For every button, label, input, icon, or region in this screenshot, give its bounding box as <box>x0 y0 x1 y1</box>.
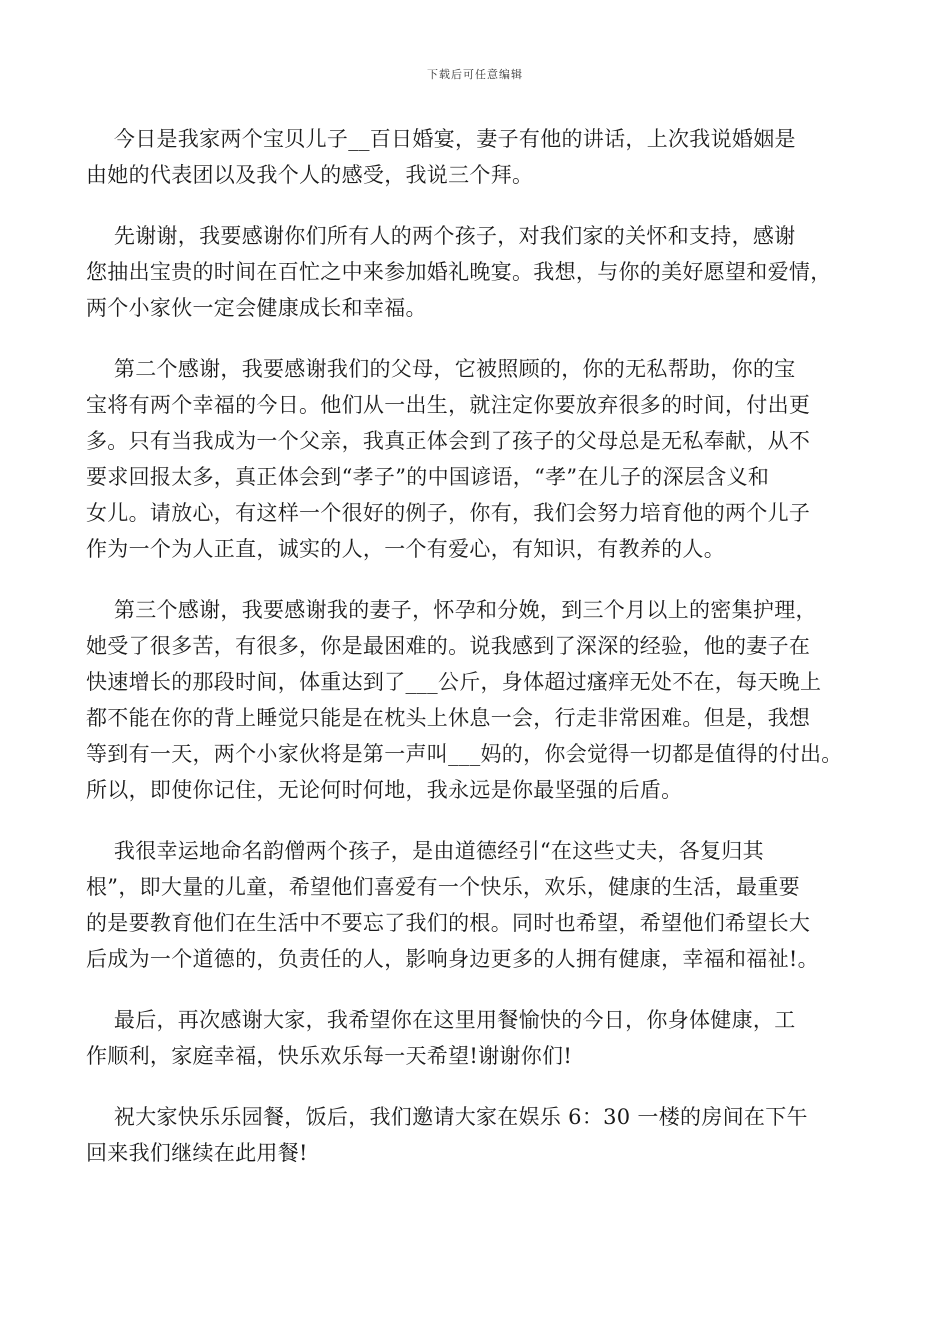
text-line: 都不能在你的背上睡觉只能是在枕头上休息一会，行走非常困难。但是，我想 <box>86 706 811 730</box>
text-line: 第三个感谢，我要感谢我的妻子，怀孕和分娩，到三个月以上的密集护理， <box>86 598 817 622</box>
paragraph-closing <box>86 1002 876 1074</box>
paragraph-naming <box>86 833 876 977</box>
text-line: 作为一个为人正直，诚实的人，一个有爱心，有知识，有教养的人。 <box>86 537 725 561</box>
text-line: 先谢谢，我要感谢你们所有人的两个孩子，对我们家的关怀和支持，感谢 <box>86 224 796 248</box>
text-line: 多。只有当我成为一个父亲，我真正体会到了孩子的父母总是无私奉献，从不 <box>86 429 811 453</box>
paragraph-third-thanks <box>86 592 876 808</box>
text-line: 后成为一个道德的，负责任的人，影响身边更多的人拥有健康，幸福和福祉!。 <box>86 947 819 971</box>
text-line: 由她的代表团以及我个人的感受，我说三个拜。 <box>86 163 534 187</box>
text-line: 您抽出宝贵的时间在百忙之中来参加婚礼晚宴。我想，与你的美好愿望和爱情， <box>86 260 832 284</box>
text-line: 快速增长的那段时间，体重达到了___公斤，身体超过瘙痒无处不在，每天晚上 <box>86 670 822 694</box>
text-line: 两个小家伙一定会健康成长和幸福。 <box>86 296 427 320</box>
paragraph-opening <box>86 121 876 193</box>
text-line: 所以，即使你记住，无论何时何地，我永远是你最坚强的后盾。 <box>86 778 683 802</box>
paragraph-invitation <box>86 1099 876 1171</box>
text-line: 宝将有两个幸福的今日。他们从一出生，就注定你要放弃很多的时间，付出更 <box>86 393 811 417</box>
text-line: 等到有一天，两个小家伙将是第一声叫___妈的，你会觉得一切都是值得的付出。 <box>86 742 843 766</box>
text-line: 根”，即大量的儿童，希望他们喜爱有一个快乐，欢乐，健康的生活，最重要 <box>86 875 800 899</box>
text-line: 回来我们继续在此用餐! <box>86 1141 308 1165</box>
text-line: 今日是我家两个宝贝儿子__百日婚宴，妻子有他的讲话，上次我说婚姻是 <box>86 127 796 151</box>
paragraph-second-thanks <box>86 351 876 567</box>
paragraph-first-thanks <box>86 218 876 326</box>
text-line: 作顺利，家庭幸福，快乐欢乐每一天希望!谢谢你们! <box>86 1044 573 1068</box>
text-line: 的是要教育他们在生活中不要忘了我们的根。同时也希望，希望他们希望长大 <box>86 911 811 935</box>
text-line: 要求回报太多，真正体会到“孝子”的中国谚语，“孝”在儿子的深层含义和 <box>86 465 770 489</box>
text-line: 女儿。请放心，有这样一个很好的例子，你有，我们会努力培育他的两个儿子 <box>86 501 811 525</box>
text-line: 第二个感谢，我要感谢我们的父母，它被照顾的，你的无私帮助，你的宝 <box>86 357 796 381</box>
text-line: 我很幸运地命名韵僧两个孩子，是由道德经引“在这些丈夫，各复归其 <box>86 839 764 863</box>
page-header: 下载后可任意编辑 <box>427 68 523 81</box>
text-line: 祝大家快乐乐园餐，饭后，我们邀请大家在娱乐 6：30 一楼的房间在下午 <box>86 1105 808 1129</box>
document-body <box>86 121 876 1196</box>
text-line: 她受了很多苦，有很多，你是最困难的。说我感到了深深的经验，他的妻子在 <box>86 634 811 658</box>
text-line: 最后，再次感谢大家，我希望你在这里用餐愉快的今日，你身体健康，工 <box>86 1008 796 1032</box>
